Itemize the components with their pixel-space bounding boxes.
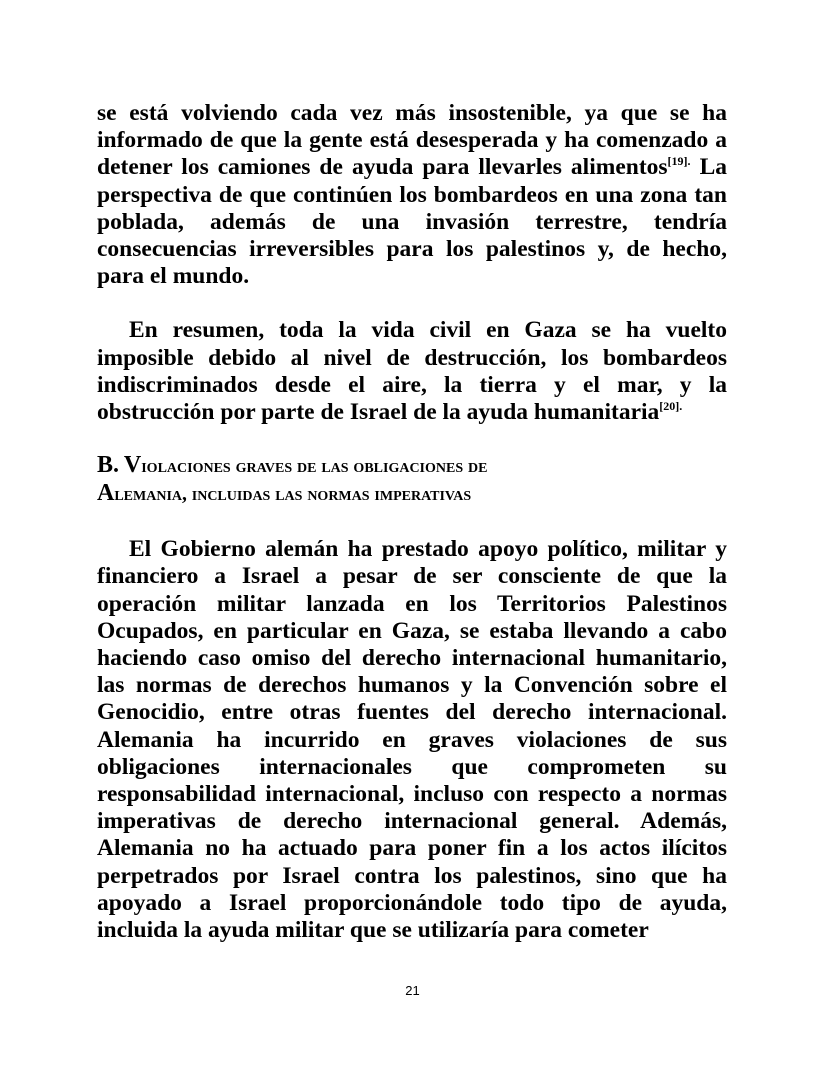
paragraph-continuation [97, 100, 727, 290]
footnote-reference-20[interactable]: [20]. [659, 399, 683, 414]
footnote-reference-19[interactable]: [19]. [667, 154, 691, 169]
heading-initial: A [97, 480, 115, 507]
paragraph-summary [97, 317, 727, 426]
paragraph-text: El Gobierno alemán ha prestado apoyo político, militar y financiero a Israel a pesar de ser consciente de que la operación militar lanzada en los Territorios Palestinos Ocupados, en particular en Gaza, se estaba llevando a cabo haciendo caso omiso del derecho internacional humanitario, las normas de derechos humanos y la Convención sobre el Genocidio, entre otras fuentes del derecho internacional. Alemania ha incurrido en graves violaciones de sus obligaciones internacionales que comprometen su responsabilidad internacional, incluso con respecto a normas imperativas de derecho internacional general. Además, Alemania no ha actuado para poner fin a los actos ilícitos perpetrados por Israel contra los palestinos, sino que ha apoyado a Israel proporcionándole todo tipo de ayuda, incluida la ayuda militar que se utilizaría para cometer [97, 536, 727, 944]
section-heading [97, 452, 727, 508]
paragraph-text: En resumen, toda la vida civil en Gaza se ha vuelto imposible debido al nivel de destrucción, los bombardeos indiscriminados desde el aire, la tierra y el mar, y la obstrucción por parte de Israel de la ayuda humanitaria [97, 317, 727, 426]
section-label: B. [97, 452, 120, 479]
heading-initial: V [123, 452, 142, 479]
heading-text: iolaciones graves de las obligaciones de [141, 456, 488, 478]
heading-text: lemania, incluidas las normas imperativas [114, 484, 472, 506]
document-page [97, 100, 727, 944]
page-number: 21 [405, 983, 420, 998]
paragraph-germany-obligations [97, 536, 727, 944]
paragraph-text: se está volviendo cada vez más insostenible, ya que se ha informado de que la gente está desesperada y ha comenzado a detener los camiones de ayuda para llevarles alimentos [97, 100, 727, 181]
paragraph-text-continued: La perspectiva de que continúen los bombardeos en una zona tan poblada, además de una invasión terrestre, tendría consecuencias irreversibles para los palestinos y, de hecho, para el mundo. [97, 154, 727, 290]
